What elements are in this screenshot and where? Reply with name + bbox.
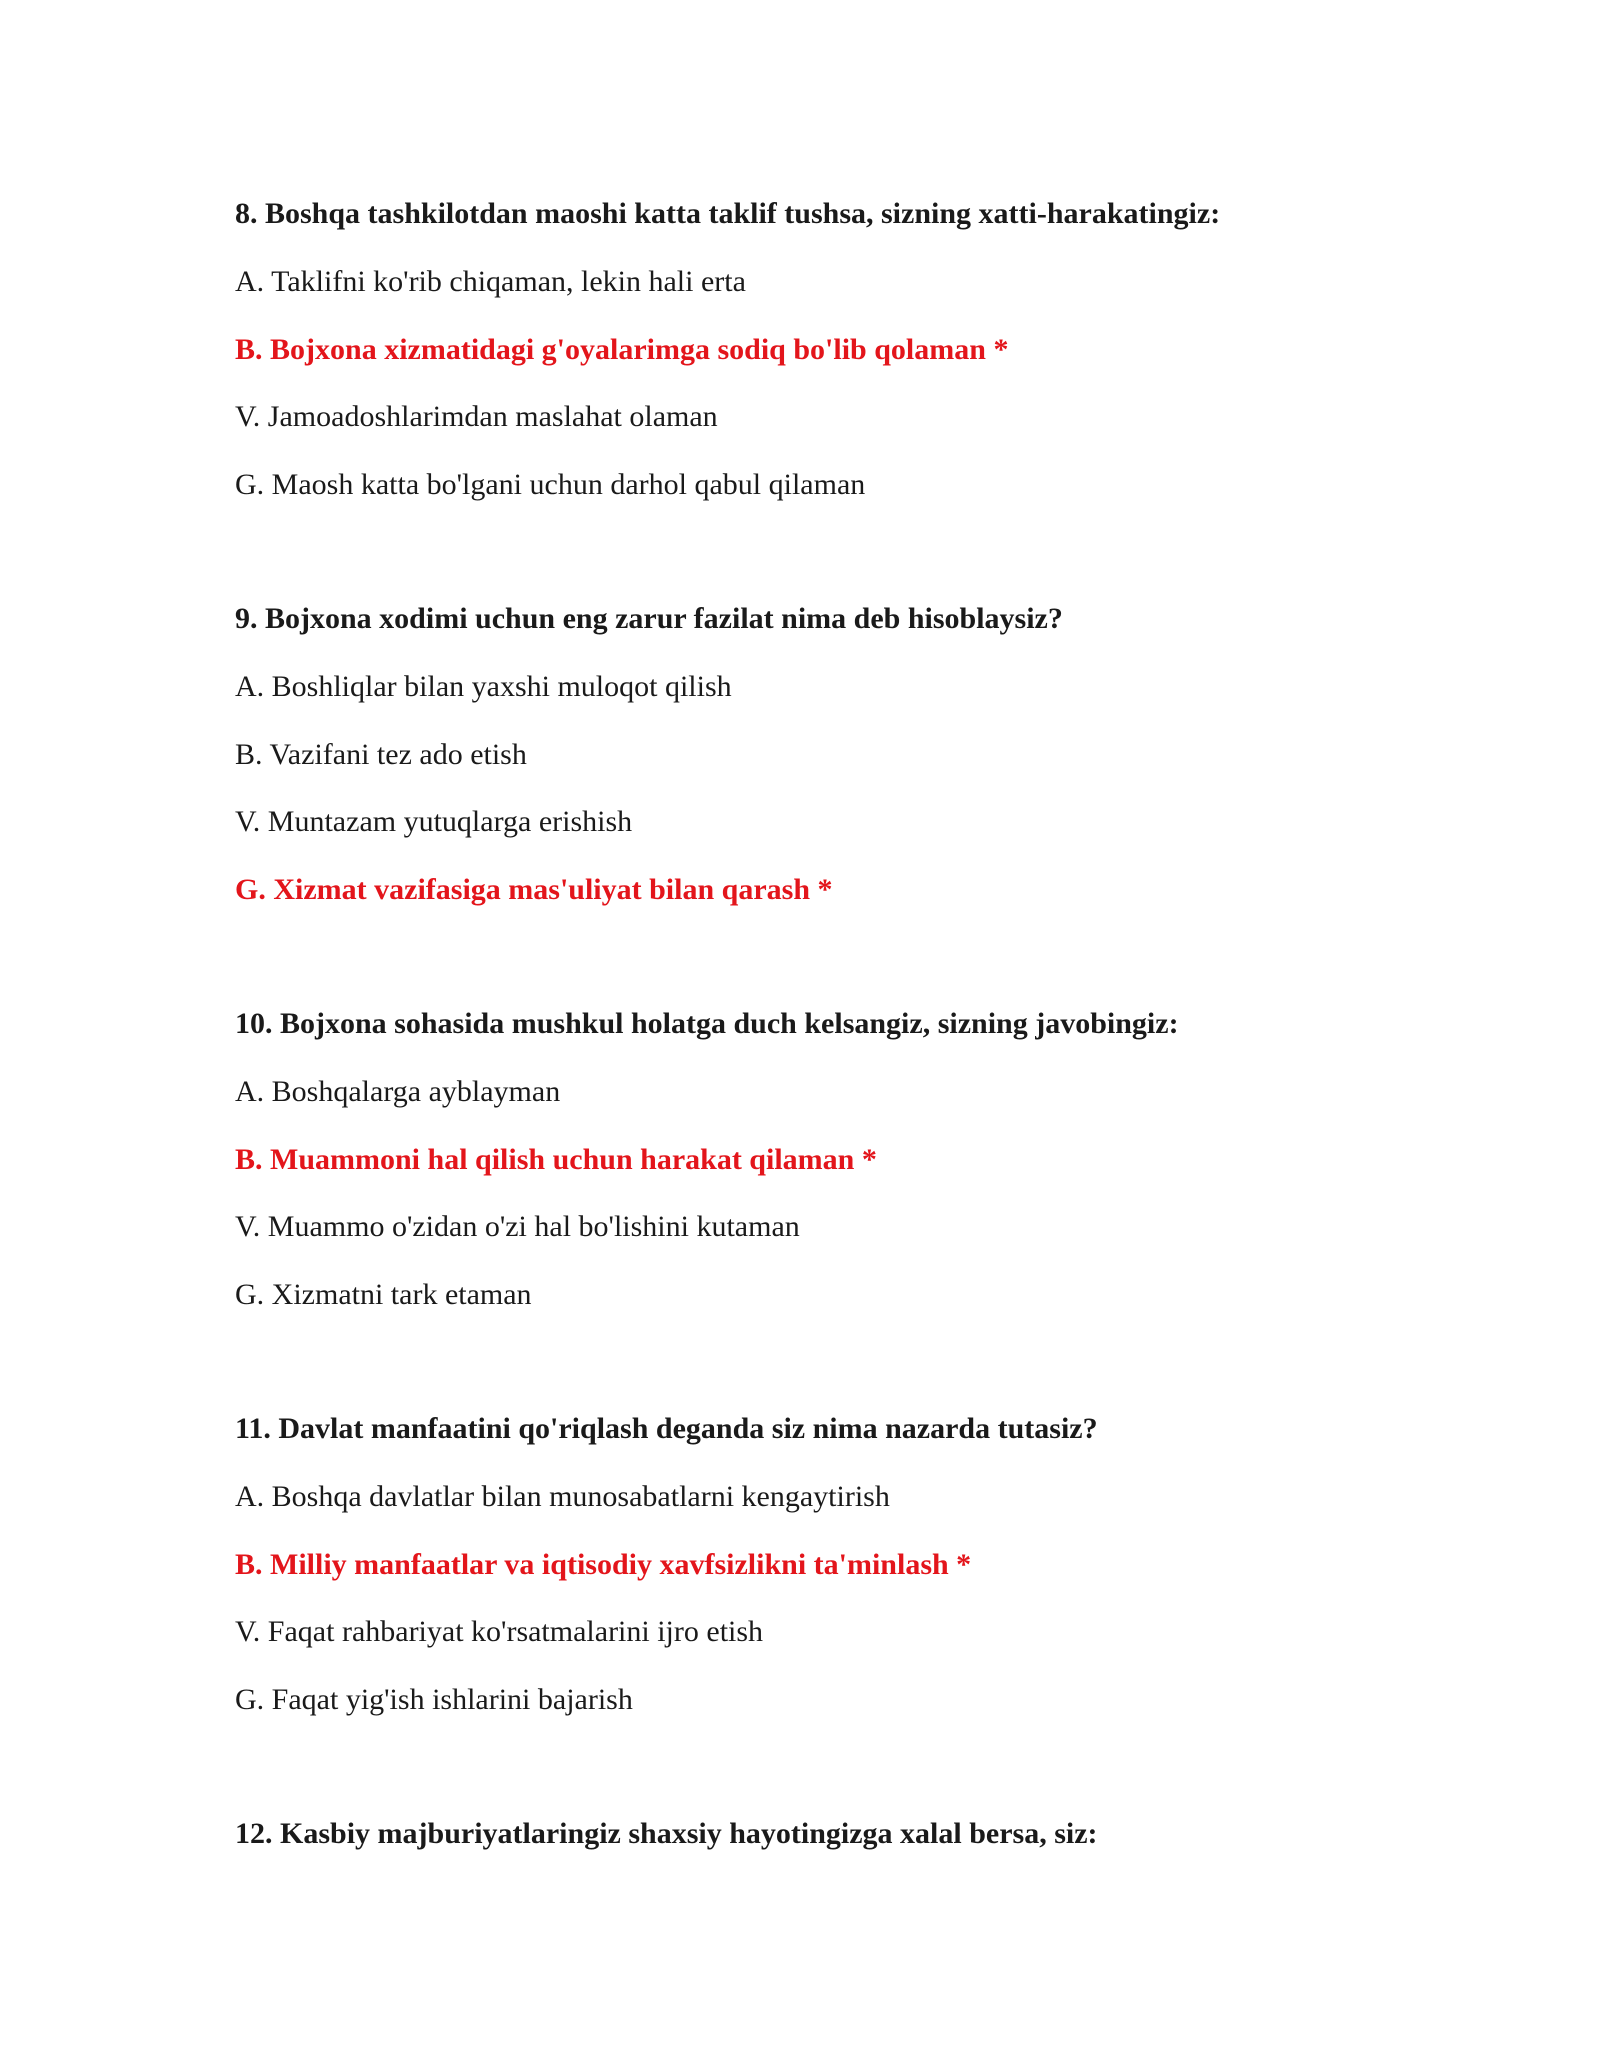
question-title: 10. Bojxona sohasida mushkul holatga duch kelsangiz, sizning javobingiz: — [235, 1007, 1179, 1040]
question-title: 8. Boshqa tashkilotdan maoshi katta taklif tushsa, sizning xatti-harakatingiz: — [235, 197, 1221, 230]
option-a: A. Boshliqlar bilan yaxshi muloqot qilish — [235, 670, 732, 703]
option-a: A. Boshqalarga ayblayman — [235, 1075, 561, 1108]
option-a: A. Boshqa davlatlar bilan munosabatlarni kengaytirish — [235, 1480, 890, 1513]
option-g: G. Xizmatni tark etaman — [235, 1277, 532, 1311]
option-a: A. Taklifni ko'rib chiqaman, lekin hali erta — [235, 265, 746, 298]
question-12 — [235, 1800, 1435, 1868]
option-b: B. Vazifani tez ado etish — [235, 737, 527, 771]
option-b-correct: B. Muammoni hal qilish uchun harakat qilaman * — [235, 1142, 877, 1176]
question-title: 11. Davlat manfaatini qo'riqlash deganda siz nima nazarda tutasiz? — [235, 1412, 1098, 1445]
option-v: V. Muammo o'zidan o'zi hal bo'lishini kutaman — [235, 1210, 800, 1243]
question-9 — [235, 585, 1435, 923]
option-b-correct: B. Bojxona xizmatidagi g'oyalarimga sodiq bo'lib qolaman * — [235, 332, 1009, 366]
option-v: V. Muntazam yutuqlarga erishish — [235, 805, 633, 838]
option-g: G. Faqat yig'ish ishlarini bajarish — [235, 1682, 633, 1716]
option-v: V. Faqat rahbariyat ko'rsatmalarini ijro etish — [235, 1615, 764, 1648]
question-8 — [235, 180, 1435, 518]
option-g: G. Maosh katta bo'lgani uchun darhol qabul qilaman — [235, 467, 866, 501]
question-11 — [235, 1395, 1435, 1733]
question-10 — [235, 990, 1435, 1328]
option-v: V. Jamoadoshlarimdan maslahat olaman — [235, 400, 718, 433]
question-title: 12. Kasbiy majburiyatlaringiz shaxsiy hayotingizga xalal bersa, siz: — [235, 1817, 1098, 1850]
question-title: 9. Bojxona xodimi uchun eng zarur fazilat nima deb hisoblaysiz? — [235, 602, 1063, 635]
document-page — [235, 180, 1435, 1868]
option-g-correct: G. Xizmat vazifasiga mas'uliyat bilan qarash * — [235, 872, 833, 906]
option-b-correct: B. Milliy manfaatlar va iqtisodiy xavfsizlikni ta'minlash * — [235, 1547, 972, 1581]
